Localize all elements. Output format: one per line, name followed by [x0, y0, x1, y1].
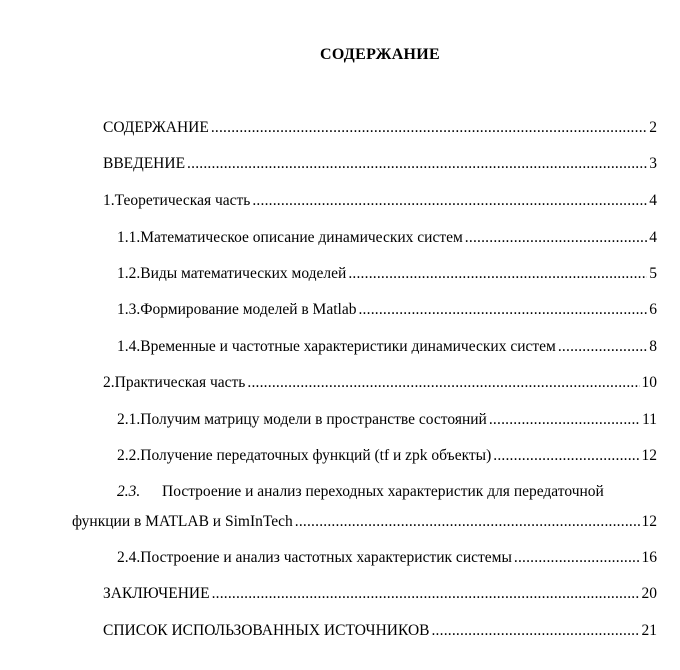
toc-entry-label: Формирование моделей в Matlab: [140, 301, 357, 318]
toc-page-number: 12: [641, 447, 657, 464]
dot-leader: [465, 228, 647, 248]
toc-entry-section-1-1[interactable]: [117, 228, 657, 248]
toc-entry-label: Построение и анализ частотных характеристик системы: [140, 549, 512, 566]
dot-leader: [348, 264, 647, 284]
toc-page-number: 11: [642, 411, 657, 428]
toc-page-number: 4: [649, 229, 657, 246]
toc-page-number: 16: [641, 549, 657, 566]
toc-page-number: 20: [641, 585, 657, 602]
page-title: СОДЕРЖАНИЕ: [319, 46, 441, 63]
toc-entry-section-2[interactable]: [103, 373, 657, 393]
toc-entry-number: 2.1.: [117, 411, 141, 428]
toc-entry-label-continued: функции в MATLAB и SimInTech: [72, 513, 293, 530]
toc-entry-label: Виды математических моделей: [140, 265, 347, 282]
dot-leader: [212, 584, 640, 604]
toc-entry-section-1[interactable]: [103, 191, 657, 211]
toc-entry-section-2-3-line2[interactable]: [72, 512, 657, 532]
toc-entry-section-1-3[interactable]: [117, 300, 657, 320]
toc-entry-label: Получение передаточных функций (tf и zpk объекты): [140, 447, 492, 464]
toc-entry-section-2-4[interactable]: [117, 548, 657, 568]
toc-entry-number: 1.1.: [117, 229, 141, 246]
dot-leader: [493, 446, 639, 466]
toc-entry-label: Практическая часть: [114, 374, 246, 391]
dot-leader: [211, 118, 647, 138]
toc-page-number: 10: [641, 374, 657, 391]
toc-page-number: 12: [641, 513, 657, 530]
dot-leader: [431, 621, 639, 641]
toc-page-number: 3: [649, 155, 657, 172]
toc-entry-section-1-4[interactable]: [117, 337, 657, 357]
toc-entry-contents[interactable]: [103, 118, 657, 138]
dot-leader: [358, 300, 647, 320]
dot-leader: [247, 373, 639, 393]
toc-entry-section-2-2[interactable]: [117, 446, 657, 466]
toc-entry-references[interactable]: [103, 621, 657, 641]
toc-entry-label: СОДЕРЖАНИЕ: [103, 119, 209, 136]
dot-leader: [187, 154, 647, 174]
toc-entry-conclusion[interactable]: [103, 584, 657, 604]
toc-entry-number: 1.3.: [117, 301, 141, 318]
toc-entry-number: 2.4.: [117, 549, 141, 566]
toc-entry-label: Временные и частотные характеристики динамических систем: [140, 338, 556, 355]
toc-entry-introduction[interactable]: [103, 154, 657, 174]
toc-entry-number: 1.4.: [117, 338, 141, 355]
toc-page-number: 8: [649, 338, 657, 355]
toc-entry-number: 2.: [103, 374, 115, 391]
toc-entry-number: 1.: [103, 192, 115, 209]
dot-leader: [558, 337, 647, 357]
dot-leader: [295, 512, 640, 532]
toc-entry-number: 2.2.: [117, 447, 141, 464]
toc-entry-number: 1.2.: [117, 265, 141, 282]
toc-entry-section-1-2[interactable]: [117, 264, 657, 284]
toc-entry-label: ВВЕДЕНИЕ: [103, 155, 186, 172]
toc-page-number: 2: [649, 119, 657, 136]
dot-leader: [252, 191, 647, 211]
toc-page-number: 5: [649, 265, 657, 282]
dot-leader: [489, 410, 640, 430]
toc-page-number: 6: [649, 301, 657, 318]
toc-entry-label: Получим матрицу модели в пространстве состояний: [140, 411, 487, 428]
toc-entry-label: ЗАКЛЮЧЕНИЕ: [103, 585, 210, 602]
toc-entry-label: Теоретическая часть: [114, 192, 251, 209]
toc-page-number: 21: [641, 622, 657, 639]
toc-entry-section-2-1[interactable]: [117, 410, 657, 430]
toc-entry-label: Математическое описание динамических систем: [140, 229, 463, 246]
toc-entry-section-2-3-line1[interactable]: [117, 482, 604, 502]
dot-leader: [514, 548, 640, 568]
toc-entry-label: Построение и анализ переходных характеристик для передаточной: [162, 483, 604, 500]
toc-page-number: 4: [649, 192, 657, 209]
toc-entry-label: СПИСОК ИСПОЛЬЗОВАННЫХ ИСТОЧНИКОВ: [103, 622, 430, 639]
toc-entry-number: 2.3.: [117, 483, 141, 500]
